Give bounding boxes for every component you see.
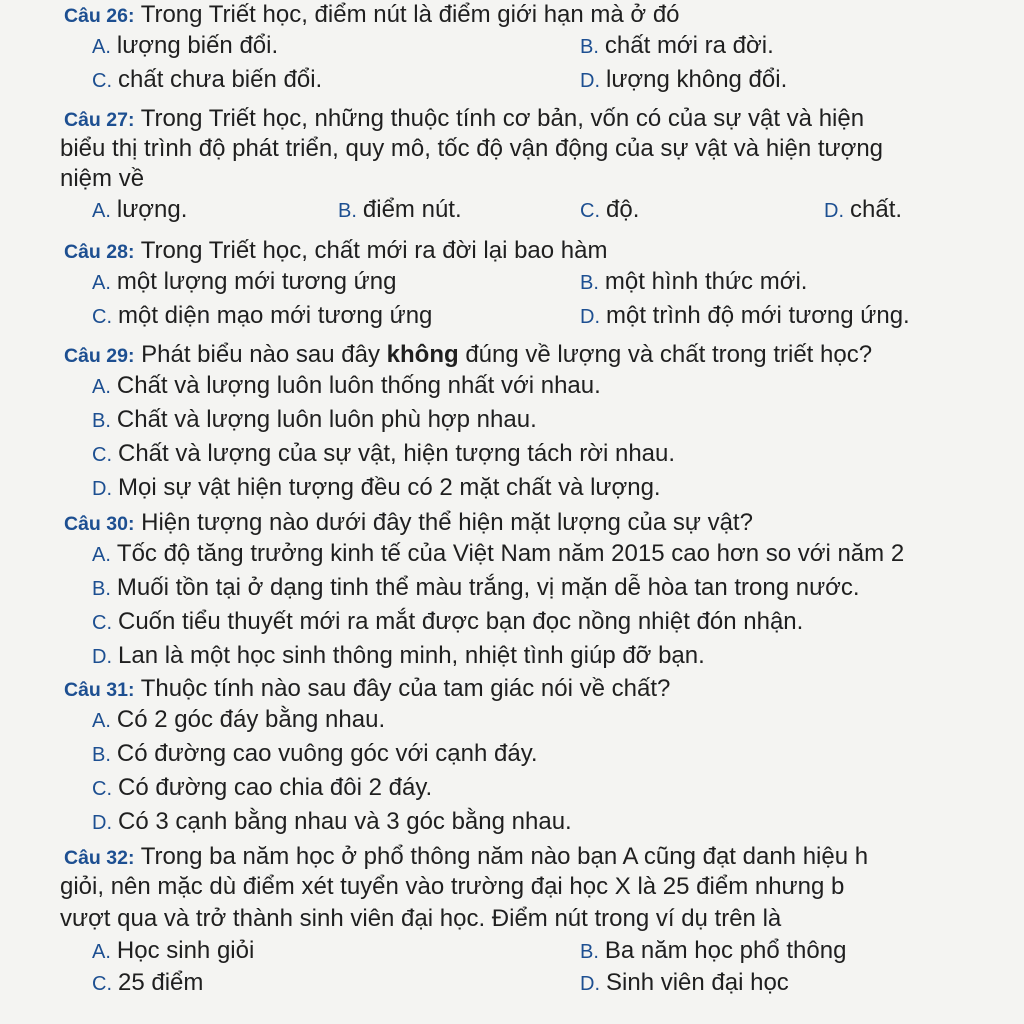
option-letter: A. xyxy=(92,200,111,222)
option-text: Có đường cao chia đôi 2 đáy. xyxy=(118,774,433,801)
option-a xyxy=(64,369,1024,403)
option-text: chất mới ra đời. xyxy=(604,32,774,59)
option-text: một lượng mới tương ứng xyxy=(116,268,397,295)
option-b xyxy=(580,935,846,968)
option-letter: C. xyxy=(92,612,112,634)
option-letter: B. xyxy=(580,272,599,294)
option-d xyxy=(580,299,910,334)
option-c xyxy=(580,193,639,228)
question-stem xyxy=(64,674,1024,703)
question-30 xyxy=(64,508,1024,673)
option-b xyxy=(64,571,1024,605)
question-text-emphasis: không xyxy=(386,341,459,368)
option-letter: A. xyxy=(92,376,111,398)
option-text: Có 2 góc đáy bằng nhau. xyxy=(116,706,386,733)
option-b xyxy=(580,265,807,300)
option-text: 25 điểm xyxy=(118,969,204,996)
option-text: Có 3 cạnh bằng nhau và 3 góc bằng nhau. xyxy=(118,808,572,835)
option-letter: D. xyxy=(580,973,600,995)
question-text-line: giỏi, nên mặc dù điểm xét tuyển vào trường đại học X là 25 điểm nhưng b xyxy=(60,873,845,900)
question-text: Trong Triết học, những thuộc tính cơ bản, vốn có của sự vật và hiện xyxy=(140,105,865,132)
question-number: Câu 29: xyxy=(64,345,135,367)
question-number: Câu 28: xyxy=(64,241,135,263)
question-text: Trong Triết học, điểm nút là điểm giới hạn mà ở đó xyxy=(140,1,680,28)
question-stem xyxy=(64,508,1024,537)
option-letter: A. xyxy=(92,544,111,566)
option-text: một trình độ mới tương ứng. xyxy=(606,302,910,329)
option-letter: C. xyxy=(92,973,112,995)
option-text: độ. xyxy=(606,196,640,223)
option-letter: B. xyxy=(92,578,111,600)
options-row xyxy=(64,193,1024,227)
option-letter: D. xyxy=(580,70,600,92)
option-text: Chất và lượng luôn luôn phù hợp nhau. xyxy=(116,406,537,433)
options-row xyxy=(64,299,1024,333)
option-letter: A. xyxy=(92,941,111,963)
question-text-part: Phát biểu nào sau đây xyxy=(141,341,380,368)
option-text: Lan là một học sinh thông minh, nhiệt tình giúp đỡ bạn. xyxy=(118,642,705,669)
option-text: một hình thức mới. xyxy=(604,268,808,295)
option-c xyxy=(92,63,322,98)
option-text: Tốc độ tăng trưởng kinh tế của Việt Nam năm 2015 cao hơn so với năm 2 xyxy=(116,540,905,567)
option-text: lượng biến đổi. xyxy=(116,32,279,59)
option-text: Có đường cao vuông góc với cạnh đáy. xyxy=(116,740,538,767)
question-text-line: biểu thị trình độ phát triển, quy mô, tốc độ vận động của sự vật và hiện tượng xyxy=(60,135,884,162)
option-letter: C. xyxy=(92,306,112,328)
option-text: chất chưa biến đổi. xyxy=(118,66,323,93)
option-letter: C. xyxy=(92,444,112,466)
option-d xyxy=(64,471,1024,505)
question-stem xyxy=(64,0,1024,29)
option-text: Ba năm học phổ thông xyxy=(604,937,847,964)
option-letter: B. xyxy=(92,410,111,432)
option-letter: B. xyxy=(338,200,357,222)
question-number: Câu 27: xyxy=(64,109,135,131)
question-stem xyxy=(64,842,1024,871)
options-row xyxy=(64,29,1024,63)
option-letter: B. xyxy=(92,744,111,766)
option-text: lượng. xyxy=(116,196,188,223)
option-b xyxy=(580,29,774,64)
option-text: Chất và lượng luôn luôn thống nhất với nhau. xyxy=(116,372,601,399)
question-28 xyxy=(64,236,1024,333)
option-c xyxy=(64,771,1024,805)
options-row xyxy=(64,967,1024,999)
option-letter: B. xyxy=(580,36,599,58)
question-text xyxy=(141,341,872,368)
question-number: Câu 32: xyxy=(64,847,135,869)
question-text-part: đúng về lượng và chất trong triết học? xyxy=(465,341,873,368)
option-d xyxy=(64,639,1024,673)
option-a xyxy=(92,29,278,64)
option-letter: D. xyxy=(92,478,112,500)
option-letter: D. xyxy=(580,306,600,328)
option-b xyxy=(338,193,462,228)
question-text: Trong ba năm học ở phổ thông năm nào bạn A cũng đạt danh hiệu h xyxy=(140,843,869,870)
question-text-line: vượt qua và trở thành sinh viên đại học. Điểm nút trong ví dụ trên là xyxy=(60,905,782,932)
option-letter: A. xyxy=(92,272,111,294)
question-number: Câu 31: xyxy=(64,679,135,701)
option-letter: C. xyxy=(580,200,600,222)
question-text: Thuộc tính nào sau đây của tam giác nói về chất? xyxy=(140,675,671,702)
options-row xyxy=(64,265,1024,299)
option-text: một diện mạo mới tương ứng xyxy=(118,302,433,329)
option-b xyxy=(64,403,1024,437)
option-text: Chất và lượng của sự vật, hiện tượng tách rời nhau. xyxy=(118,440,676,467)
option-text: Sinh viên đại học xyxy=(606,969,789,996)
question-text: Trong Triết học, chất mới ra đời lại bao hàm xyxy=(140,237,608,264)
question-31 xyxy=(64,674,1024,839)
option-letter: D. xyxy=(824,200,844,222)
question-number: Câu 26: xyxy=(64,5,135,27)
question-27 xyxy=(60,104,1024,227)
option-letter: B. xyxy=(580,941,599,963)
option-d xyxy=(824,193,902,228)
option-letter: C. xyxy=(92,778,112,800)
option-a xyxy=(64,537,1024,571)
question-text: Hiện tượng nào dưới đây thể hiện mặt lượng của sự vật? xyxy=(141,509,753,536)
option-c xyxy=(64,437,1024,471)
option-d xyxy=(580,967,789,1000)
option-a xyxy=(92,193,187,228)
option-letter: A. xyxy=(92,36,111,58)
option-d xyxy=(580,63,787,98)
question-29 xyxy=(64,340,1024,505)
options-row xyxy=(64,63,1024,97)
option-letter: D. xyxy=(92,812,112,834)
question-26 xyxy=(64,0,1024,97)
option-text: lượng không đổi. xyxy=(606,66,788,93)
option-letter: D. xyxy=(92,646,112,668)
option-text: Muối tồn tại ở dạng tinh thể màu trắng, vị mặn dễ hòa tan trong nước. xyxy=(116,574,860,601)
question-number: Câu 30: xyxy=(64,513,135,535)
option-a xyxy=(92,935,254,968)
option-c xyxy=(92,299,432,334)
option-c xyxy=(64,605,1024,639)
option-text: Mọi sự vật hiện tượng đều có 2 mặt chất và lượng. xyxy=(118,474,661,501)
option-letter: A. xyxy=(92,710,111,732)
option-text: Cuốn tiểu thuyết mới ra mắt được bạn đọc nồng nhiệt đón nhận. xyxy=(118,608,804,635)
option-a xyxy=(64,703,1024,737)
option-text: điểm nút. xyxy=(362,196,462,223)
option-a xyxy=(92,265,396,300)
option-text: chất. xyxy=(850,196,903,223)
question-text-line: niệm về xyxy=(60,165,145,192)
question-stem xyxy=(64,236,1024,265)
option-b xyxy=(64,737,1024,771)
option-d xyxy=(64,805,1024,839)
option-c xyxy=(92,967,203,1000)
options-row xyxy=(64,935,1024,967)
question-32 xyxy=(60,842,1024,999)
option-text: Học sinh giỏi xyxy=(116,937,255,964)
option-letter: C. xyxy=(92,70,112,92)
question-stem xyxy=(64,104,1024,133)
question-stem xyxy=(64,340,1024,369)
